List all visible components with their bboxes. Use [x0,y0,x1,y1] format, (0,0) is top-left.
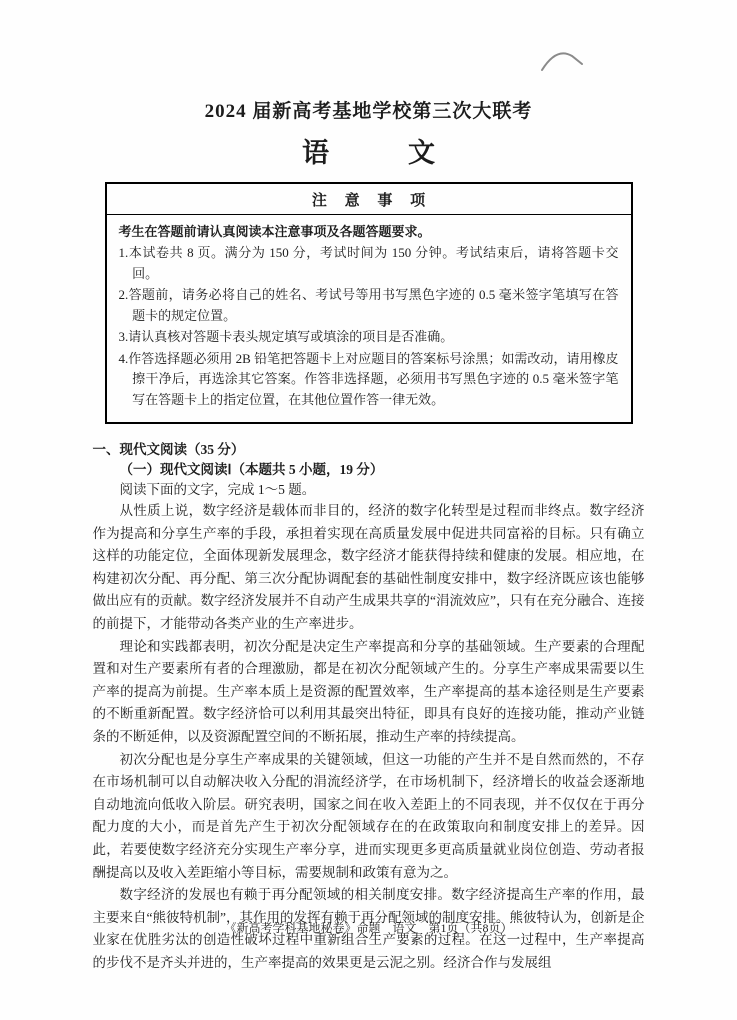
subject-title: 语 文 [302,138,461,168]
notice-item-3: 3.请认真核对答题卡表头规定填写或填涂的项目是否准确。 [118,329,454,344]
notice-item-4: 4.作答选择题必须用 2B 铅笔把答题卡上对应题目的答案标号涂黑；如需改动，请用橡皮擦干净后，再选涂其它答案。作答非选择题，必须用书写黑色字迹的 0.5 毫米签字笔写在答题卡上的指定位置，在其他位置作答一律无效。 [118,350,619,407]
section-heading: 一、现代文阅读（35 分） [92,442,245,457]
notice-title: 注 意 事 项 [107,189,631,215]
handwritten-pen-mark-icon [538,44,586,78]
reading-paragraph-2: 理论和实践都表明，初次分配是决定生产率提高和分享的基础领域。生产要素的合理配置和对生产要素所有者的合理激励，都是在初次分配领域产生的。分享生产率成果需要以生产率的提高为前提。生产率本质上是资源的配置效率，生产率提高的基本途径则是生产要素的不断重新配置。数字经济恰可以利用其最突出特征，即具有良好的连接功能，推动产业链条的不断延伸，以及资源配置空间的不断拓展，推动生产率的持续提高。 [92,638,645,744]
reading-instruction: 阅读下面的文字，完成 1～5 题。 [119,482,316,497]
page-footer: 《新高考学科基地秘卷》命题 语文 第1页（共8页） [224,921,513,935]
exam-title: 2024 届新高考基地学校第三次大联考 [204,101,533,122]
notice-item-1: 1.本试卷共 8 页。满分为 150 分，考试时间为 150 分钟。考试结束后，请将答题卡交回。 [118,245,619,281]
exam-content [93,439,645,974]
notice-intro: 考生在答题前请认真阅读本注意事项及各题答题要求。 [118,224,431,239]
notice-item-2: 2.答题前，请务必将自己的姓名、考试号等用书写黑色字迹的 0.5 毫米签字笔填写在答题卡的规定位置。 [118,287,619,323]
reading-paragraph-1: 从性质上说，数字经济是载体而非目的，经济的数字化转型是过程而非终点。数字经济作为提高和分享生产率的手段，承担着实现在高质量发展中促进共同富裕的目标。只有确立这样的功能定位，全面体现新发展理念，数字经济才能获得持续和健康的发展。相应地，在构建初次分配、再分配、第三次分配协调配套的基础性制度安排中，数字经济既应该也能够做出应有的贡献。数字经济发展并不自动产生成果共享的“涓流效应”，只有在充分融合、连接的前提下，才能带动各类产业的生产率进步。 [92,503,645,631]
notice-box [105,182,633,424]
reading-paragraph-4: 数字经济的发展也有赖于再分配领域的相关制度安排。数字经济提高生产率的作用，最主要来自“熊彼特机制”，其作用的发挥有赖于再分配领域的制度安排。熊彼特认为，创新是企业家在优胜劣汰的创造性破坏过程中重新组合生产要素的过程。在这一过程中，生产率提高的步伐不是齐头并进的，生产率提高的效果更是云泥之别。经济合作与发展组 [92,887,645,970]
reading-paragraph-3: 初次分配也是分享生产率成果的关键领域，但这一功能的产生并不是自然而然的，不存在市场机制可以自动解决收入分配的涓流经济学，在市场机制下，经济增长的收益会逐渐地自动地流向低收入阶层。研究表明，国家之间在收入差距上的不同表现，并不仅仅在于再分配力度的大小，而是首先产生于初次分配领域存在的在政策取向和制度安排上的差异。因此，若要使数字经济充分实现生产率分享，进而实现更多更高质量就业岗位创造、劳动者报酬提高以及收入差距缩小等目标，需要规制和政策有意为之。 [92,751,645,880]
subsection-heading: （一）现代文阅读Ⅰ（本题共 5 小题，19 分） [119,462,384,477]
